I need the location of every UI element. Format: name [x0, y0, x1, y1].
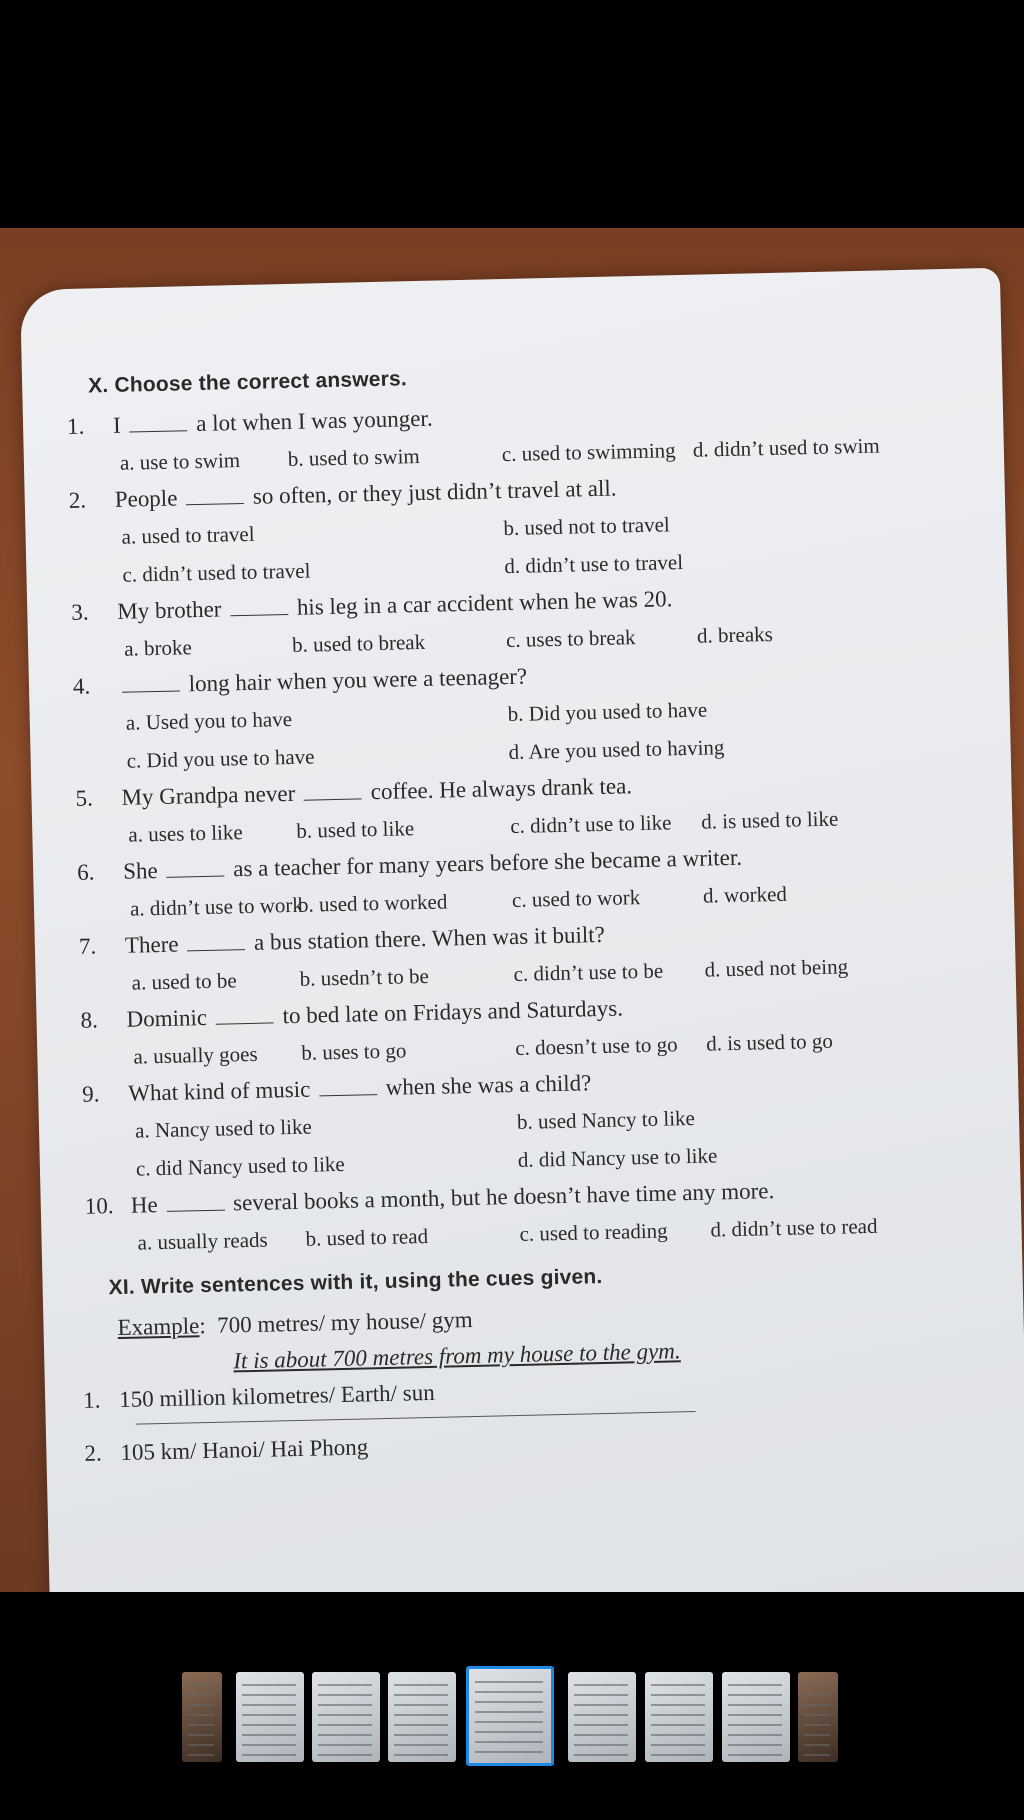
thumbnail-text-line	[574, 1714, 628, 1716]
answer-blank	[122, 672, 180, 692]
stem-before: He	[130, 1192, 158, 1218]
thumbnail-text-line	[804, 1724, 830, 1726]
thumbnail-text-line	[394, 1724, 448, 1726]
thumbnail-text-line	[318, 1694, 372, 1696]
thumbnail-text-line	[188, 1694, 214, 1696]
thumbnail-text-line	[242, 1754, 296, 1756]
thumbnail-text-line	[318, 1714, 372, 1716]
question-number: 5.	[75, 785, 94, 811]
thumbnail-text-line	[728, 1704, 782, 1706]
thumbnail-text-line	[804, 1684, 830, 1686]
thumbnail-text-line	[651, 1744, 705, 1746]
option-b[interactable]: b. uses to go	[301, 1038, 407, 1065]
stem-before: My Grandpa never	[121, 780, 296, 810]
option-a[interactable]: a. didn’t use to work	[129, 892, 304, 921]
thumbnail-text-line	[475, 1711, 543, 1713]
stem-after: his leg in a car accident when he was 20.	[296, 586, 673, 620]
xi-item-2	[84, 1415, 1021, 1472]
thumbnail-text-line	[242, 1694, 296, 1696]
thumbnail-text-line	[574, 1684, 628, 1686]
option-d[interactable]: d. didn’t use to read	[710, 1213, 878, 1242]
xi-item-number: 1.	[82, 1387, 101, 1413]
stem-before: She	[122, 858, 158, 884]
thumbnail-text-line	[188, 1684, 214, 1686]
question-stem	[128, 1070, 592, 1106]
thumbnail-text-line	[394, 1704, 448, 1706]
option-d[interactable]: d. is used to go	[706, 1028, 834, 1056]
thumbnail[interactable]	[312, 1672, 380, 1762]
thumbnail-text-line	[728, 1754, 782, 1756]
question-number: 7.	[78, 933, 97, 959]
option-c[interactable]: c. did Nancy used to like	[135, 1151, 345, 1181]
stem-before: There	[124, 931, 179, 958]
thumbnail-text-line	[475, 1751, 543, 1753]
thumbnail-text-line	[394, 1714, 448, 1716]
example-row: Example: 700 metres/ my house/ gym	[117, 1306, 473, 1341]
thumbnail-text-line	[804, 1744, 830, 1746]
question-stem	[126, 996, 623, 1032]
thumbnail-text-line	[574, 1694, 628, 1696]
option-b[interactable]: b. used to worked	[297, 889, 448, 917]
stem-after: several books a month, but he doesn’t have time any more.	[232, 1178, 775, 1216]
thumbnail-text-line	[651, 1754, 705, 1756]
page-content	[66, 354, 1021, 1472]
thumbnail-text-line	[318, 1704, 372, 1706]
thumbnail-text-line	[574, 1754, 628, 1756]
option-c[interactable]: c. doesn’t use to go	[515, 1032, 678, 1060]
stem-after: coffee. He always drank tea.	[370, 773, 633, 805]
thumbnail-text-line	[318, 1754, 372, 1756]
answer-blank	[216, 1004, 274, 1024]
question-number: 9.	[81, 1081, 100, 1107]
thumbnail-text-line	[188, 1744, 214, 1746]
option-d[interactable]: d. is used to like	[700, 806, 839, 834]
thumbnail-text-line	[651, 1684, 705, 1686]
stem-before: My brother	[117, 596, 222, 624]
option-c[interactable]: c. didn’t used to travel	[122, 558, 311, 587]
question-number: 6.	[76, 859, 95, 885]
thumbnail-text-line	[651, 1724, 705, 1726]
stem-before: I	[112, 412, 122, 438]
option-c[interactable]: c. Did you use to have	[126, 744, 315, 773]
question-stem	[119, 664, 528, 698]
option-d[interactable]: d. breaks	[696, 622, 774, 648]
option-b[interactable]: b. used not to travel	[503, 512, 670, 541]
option-d[interactable]: d. did Nancy use to like	[517, 1143, 718, 1172]
answer-blank	[166, 1192, 224, 1212]
stem-before	[119, 673, 120, 698]
thumbnail-text-line	[475, 1731, 543, 1733]
thumbnail-text-line	[394, 1734, 448, 1736]
question-list	[67, 388, 1016, 1263]
stem-before: People	[114, 485, 178, 512]
thumbnail[interactable]	[798, 1672, 838, 1762]
thumbnail-text-line	[394, 1744, 448, 1746]
thumbnail-text-line	[728, 1684, 782, 1686]
option-b[interactable]: b. used to swim	[287, 443, 420, 471]
example-label: Example	[117, 1313, 200, 1341]
option-b[interactable]: b. used to break	[291, 629, 426, 657]
section-xi-title: XI. Write sentences with it, using the cues given.	[108, 1265, 603, 1300]
answer-blank	[166, 858, 224, 878]
thumbnail-text-line	[188, 1704, 214, 1706]
stem-after: long hair when you were a teenager?	[188, 663, 528, 697]
thumbnail-text-line	[651, 1704, 705, 1706]
thumbnail-text-line	[188, 1714, 214, 1716]
thumbnail[interactable]	[388, 1672, 456, 1762]
thumbnail-text-line	[804, 1734, 830, 1736]
thumbnail-text-line	[318, 1734, 372, 1736]
option-c[interactable]: c. didn’t use to be	[513, 958, 664, 986]
example-answer: It is about 700 metres from my house to the gym.	[233, 1338, 681, 1374]
thumbnail-strip	[0, 1660, 1024, 1770]
option-c[interactable]: c. used to swimming	[501, 438, 676, 467]
option-d[interactable]: d. worked	[702, 881, 788, 908]
question-stem	[113, 406, 433, 438]
option-c[interactable]: c. used to reading	[519, 1218, 668, 1246]
option-d[interactable]: d. Are you used to having	[508, 735, 725, 765]
thumbnail-text-line	[804, 1714, 830, 1716]
answer-blank	[319, 1076, 377, 1096]
thumbnail-text-line	[728, 1744, 782, 1746]
option-a[interactable]: a. Used you to have	[125, 706, 293, 735]
thumbnail-text-line	[242, 1724, 296, 1726]
thumbnail-text-line	[651, 1714, 705, 1716]
thumbnail-text-line	[394, 1754, 448, 1756]
xi-item-number: 2.	[84, 1440, 102, 1466]
photo-view	[0, 228, 1024, 1592]
thumbnail-text-line	[318, 1744, 372, 1746]
option-b[interactable]: b. Did you used to have	[507, 697, 708, 727]
answer-blank	[304, 780, 362, 800]
thumbnail-text-line	[651, 1694, 705, 1696]
thumbnail-text-line	[475, 1741, 543, 1743]
thumbnail-text-line	[651, 1734, 705, 1736]
thumbnail-text-line	[728, 1694, 782, 1696]
option-b[interactable]: b. used to read	[305, 1223, 429, 1251]
answer-blank	[186, 485, 244, 505]
option-a[interactable]: a. usually reads	[137, 1227, 268, 1255]
thumbnail[interactable]	[182, 1672, 222, 1762]
question-number: 10.	[84, 1193, 114, 1219]
option-c[interactable]: c. used to work	[511, 885, 641, 912]
thumbnail-text-line	[242, 1714, 296, 1716]
option-c[interactable]: c. uses to break	[505, 625, 636, 653]
thumbnail-text-line	[188, 1734, 214, 1736]
option-d[interactable]: d. used not being	[704, 954, 849, 982]
question-stem	[121, 773, 632, 810]
thumbnail-text-line	[475, 1721, 543, 1723]
option-a[interactable]: a. usually goes	[133, 1041, 258, 1069]
thumbnail-text-line	[188, 1754, 214, 1756]
stem-after: so often, or they just didn’t travel at all.	[252, 475, 617, 509]
thumbnail-text-line	[804, 1704, 830, 1706]
question-number: 1.	[66, 413, 85, 439]
question-number: 3.	[71, 599, 89, 625]
option-a[interactable]: a. used to be	[131, 968, 237, 995]
thumbnail-text-line	[475, 1701, 543, 1703]
thumbnail[interactable]	[645, 1672, 713, 1762]
stem-after: a bus station there. When was it built?	[253, 921, 606, 955]
stem-before: What kind of music	[127, 1076, 311, 1106]
thumbnail-text-line	[728, 1724, 782, 1726]
thumbnail-text-line	[242, 1734, 296, 1736]
thumbnail-text-line	[318, 1724, 372, 1726]
question-number: 2.	[68, 487, 87, 513]
section-x-title: X. Choose the correct answers.	[87, 367, 408, 398]
thumbnail-text-line	[804, 1694, 830, 1696]
stem-after: as a teacher for many years before she became a writer.	[232, 844, 743, 882]
thumbnail[interactable]	[722, 1672, 790, 1762]
thumbnail-text-line	[242, 1684, 296, 1686]
question-number: 4.	[72, 673, 91, 699]
option-c[interactable]: c. didn’t use to like	[510, 810, 672, 839]
thumbnail-text-line	[475, 1681, 543, 1683]
option-b[interactable]: b. used to like	[296, 816, 415, 843]
thumbnail-text-line	[242, 1704, 296, 1706]
question-stem	[125, 922, 605, 958]
thumbnail[interactable]	[568, 1672, 636, 1762]
thumbnail-text-line	[804, 1754, 830, 1756]
xi-item-cue: 150 million kilometres/ Earth/ sun	[118, 1379, 435, 1413]
option-b[interactable]: b. used Nancy to like	[516, 1105, 696, 1134]
stem-before: Dominic	[126, 1004, 208, 1032]
answer-blank	[230, 596, 288, 616]
option-a[interactable]: a. broke	[123, 635, 193, 661]
answer-blank	[129, 412, 187, 432]
thumbnail-text-line	[728, 1714, 782, 1716]
option-b[interactable]: b. usedn’t to be	[299, 963, 430, 991]
thumbnail-text-line	[574, 1704, 628, 1706]
stem-after: to bed late on Fridays and Saturdays.	[282, 995, 624, 1029]
question-number: 8.	[80, 1007, 99, 1033]
thumbnail-current[interactable]	[466, 1666, 554, 1766]
thumbnail-text-line	[394, 1694, 448, 1696]
workbook-page	[20, 268, 1024, 1592]
option-a[interactable]: a. use to swim	[119, 448, 241, 475]
thumbnail-text-line	[574, 1724, 628, 1726]
question-stem	[114, 476, 616, 512]
option-a[interactable]: a. Nancy used to like	[134, 1114, 313, 1143]
thumbnail-text-line	[394, 1684, 448, 1686]
thumbnail-text-line	[574, 1734, 628, 1736]
thumbnail-text-line	[475, 1691, 543, 1693]
thumbnail-text-line	[728, 1734, 782, 1736]
option-a[interactable]: a. uses to like	[128, 820, 243, 847]
xi-item-cue: 105 km/ Hanoi/ Hai Phong	[120, 1434, 369, 1466]
thumbnail-text-line	[574, 1744, 628, 1746]
option-d[interactable]: d. didn’t used to swim	[692, 433, 880, 462]
thumbnail-text-line	[318, 1684, 372, 1686]
stem-after: a lot when I was younger.	[195, 405, 433, 437]
answer-blank	[187, 931, 245, 951]
option-a[interactable]: a. used to travel	[121, 521, 255, 549]
stem-after: when she was a child?	[385, 1070, 592, 1100]
thumbnail-text-line	[188, 1724, 214, 1726]
example-cue: 700 metres/ my house/ gym	[216, 1306, 473, 1338]
option-d[interactable]: d. didn’t use to travel	[504, 550, 684, 579]
thumbnail-text-line	[242, 1744, 296, 1746]
thumbnail[interactable]	[236, 1672, 304, 1762]
